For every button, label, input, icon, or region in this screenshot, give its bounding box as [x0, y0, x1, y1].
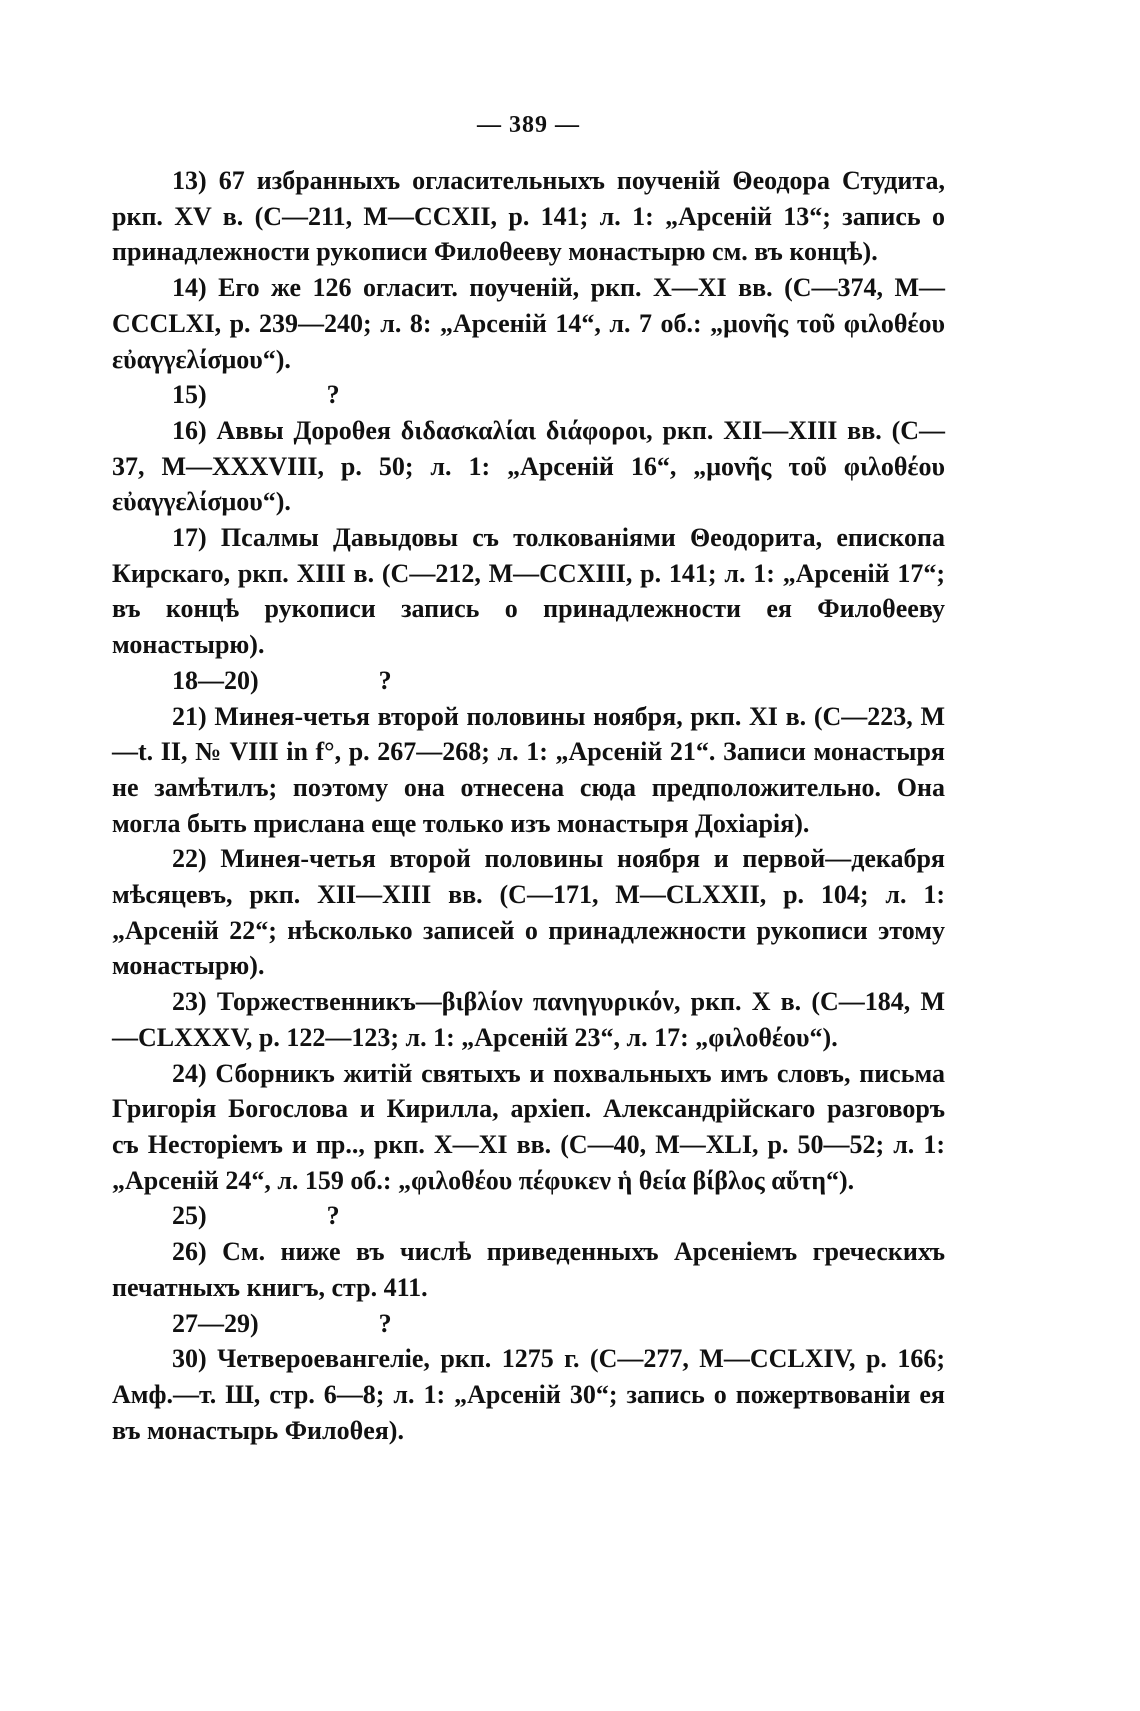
unknown-mark: ?: [378, 665, 392, 695]
book-page: [112, 112, 945, 1448]
entry-label: 25): [172, 1201, 207, 1231]
entry-label: 27—29): [172, 1308, 259, 1338]
entry-15: [112, 377, 945, 413]
entry-14: 14) Его же 126 огласит. поученій, ркп. X—XI вв. (С—374, М—CCCLXI, p. 239—240; л. 8: „Арсеній 14“, л. 7 об.: „μονῆς τοῦ φιλοθέου εὐαγγελίσμου“).: [112, 273, 945, 374]
entry-13: 13) 67 избранныхъ огласительныхъ поученій Θеодора Студита, ркп. XV в. (С—211, М—CCXII, p. 141; л. 1: „Арсеній 13“; запись о принадлежности рукописи Филоθееву монастырю см. въ концѣ).: [112, 166, 945, 267]
entry-25: [112, 1198, 945, 1234]
unknown-mark: ?: [326, 380, 340, 410]
entry-23: 23) Торжественникъ—βιβλίον πανηγυρικόν, ркп. X в. (С—184, М—CLXXXV, p. 122—123; л. 1: „Арсеній 23“, л. 17: „φιλοθέου“).: [112, 987, 945, 1052]
entry-label: 18—20): [172, 665, 259, 695]
unknown-mark: ?: [326, 1201, 340, 1231]
entry-22: 22) Минея-четья второй половины ноября и первой—декабря мѣсяцевъ, ркп. XII—XIII вв. (С—171, М—CLXXII, p. 104; л. 1: „Арсеній 22“; нѣсколько записей о принадлежности рукописи этому монастырю).: [112, 844, 945, 981]
entry-18-20: [112, 663, 945, 699]
entry-26: 26) См. ниже въ числѣ приведенныхъ Арсеніемъ греческихъ печатныхъ книгъ, стр. 411.: [112, 1237, 945, 1302]
entry-21: 21) Минея-четья второй половины ноября, ркп. XI в. (С—223, М—t. II, № VIII in f°, p. 267—268; л. 1: „Арсеній 21“. Записи монастыря не замѣтилъ; поэтому она отнесена сюда предположительно. Она могла быть прислана еще только изъ монастыря Дохіарія).: [112, 701, 945, 838]
entry-17: 17) Псалмы Давыдовы съ толкованіями Θеодорита, епископа Кирскаго, ркп. XIII в. (С—212, М—CCXIII, p. 141; л. 1: „Арсеній 17“; въ концѣ рукописи запись о принадлежности ея Филоθееву монастырю).: [112, 523, 945, 660]
entry-30: 30) Четвероевангеліе, ркп. 1275 г. (С—277, М—CCLXIV, p. 166; Амф.—т. Ш, стр. 6—8; л. 1: „Арсеній 30“; запись о пожертвованіи ея въ монастырь Филоθея).: [112, 1344, 945, 1445]
entry-24: 24) Сборникъ житій святыхъ и похвальныхъ имъ словъ, письма Григорія Богослова и Кирилла, архіеп. Александрійскаго разговоръ съ Несторіемъ и пр.., ркп. X—XI вв. (С—40, М—XLI, p. 50—52; л. 1: „Арсеній 24“, л. 159 об.: „φιλοθέου πέφυκεν ἡ θεία βίβλος αὕτη“).: [112, 1058, 945, 1195]
entry-label: 15): [172, 380, 207, 410]
entry-16: 16) Аввы Дороθея διδασκαλίαι διάφοροι, ркп. XII—XIII вв. (С—37, М—XXXVIII, p. 50; л. 1: „Арсеній 16“, „μονῆς τοῦ φιλοθέου εὐαγγελίσμου“).: [112, 415, 945, 517]
unknown-mark: ?: [378, 1308, 392, 1338]
page-number: — 389 —: [477, 112, 580, 138]
entry-27-29: [112, 1306, 945, 1342]
